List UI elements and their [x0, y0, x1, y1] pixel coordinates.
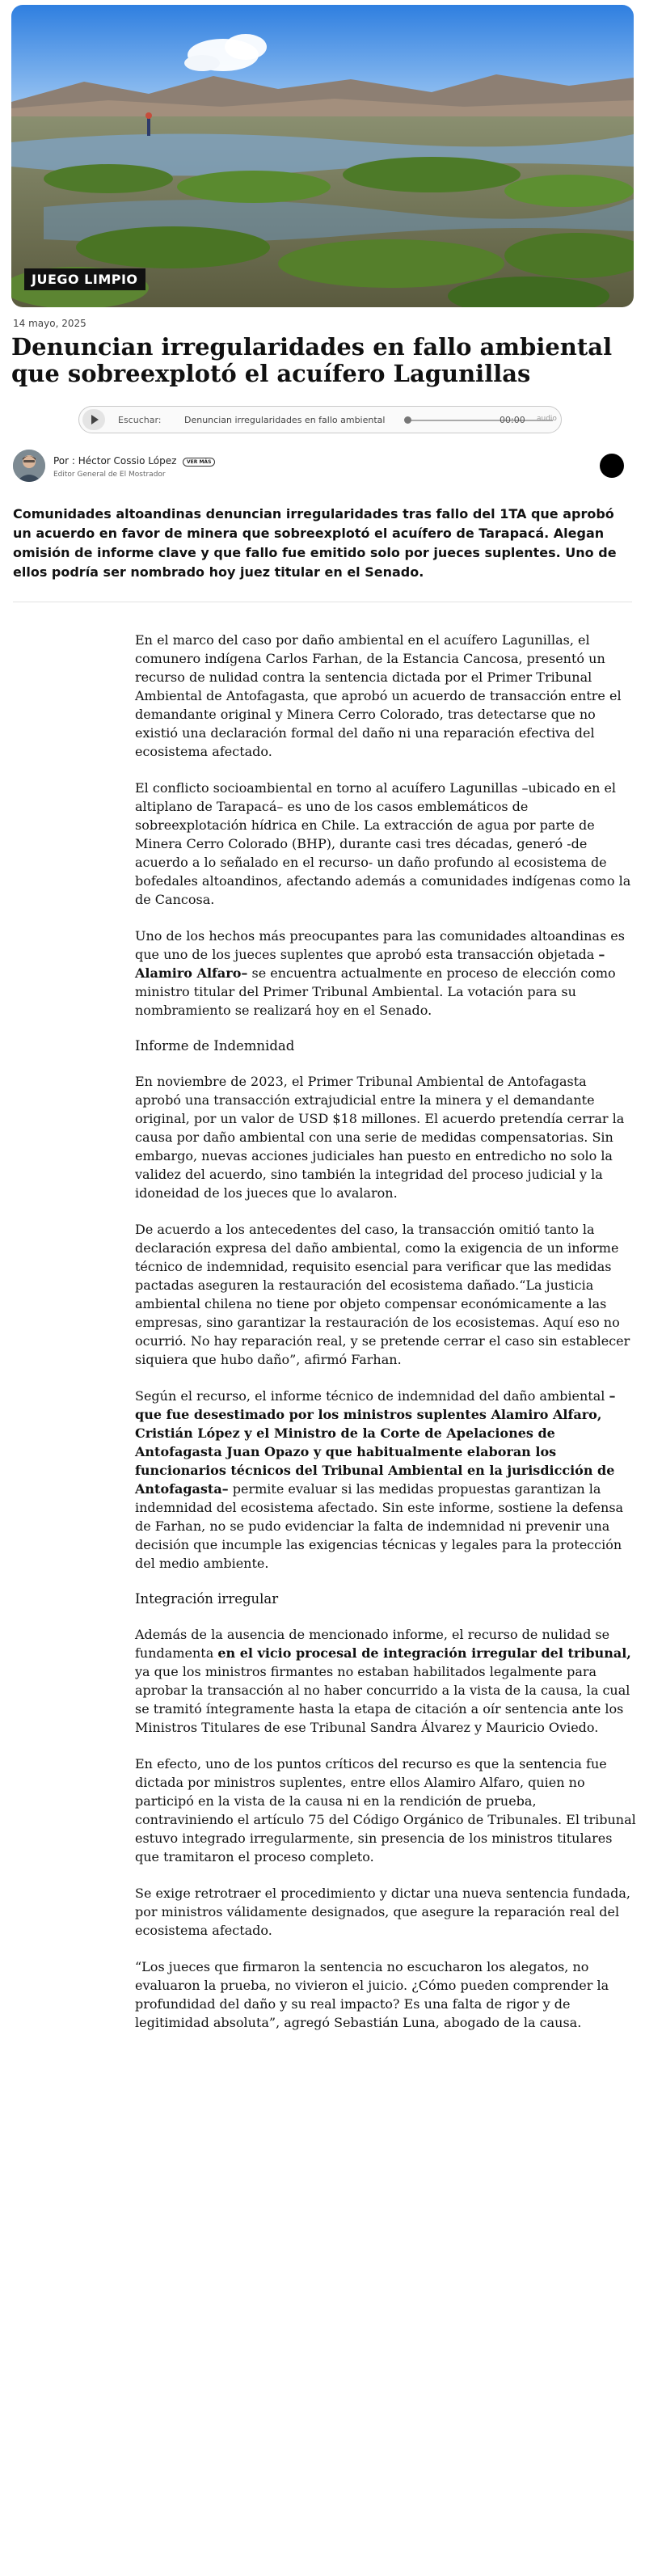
p7-bold: en el vicio procesal de integración irregular del tribunal,	[217, 1645, 631, 1661]
paragraph-7	[135, 1625, 636, 1737]
publish-date: 14 mayo, 2025	[13, 318, 86, 329]
subheading-integracion: Integración irregular	[135, 1591, 279, 1607]
p6-bold: –que fue desestimado por los ministros suplentes Alamiro Alfaro, Cristián López y el Ministro de la Corte de Apelaciones de Antofagasta Juan Opazo y que habitualmente elaboran los funcionarios técnicos del Tribunal Ambiental en la jurisdicción de Antofagasta–	[135, 1388, 616, 1497]
p6-text-c: permite evaluar si las medidas propuestas garantizan la indemnidad del ecosistema afectado. Sin este informe, sostiene la defensa de Farhan, no se pudo evidenciar la falta de indemnidad ni prevenir una decisión que incumple las exigencias técnicas y legales para la protección del medio ambiente.	[135, 1481, 624, 1571]
author-more-button[interactable]: VER MÁS	[183, 458, 215, 467]
audio-time: 00:00	[500, 415, 525, 425]
audio-progress-handle[interactable]	[404, 416, 411, 424]
p3-text-a: Uno de los hechos más preocupantes para las comunidades altoandinas es que uno de los jueces suplentes que aprobó esta transacción objetada	[135, 928, 625, 962]
article-headline: Denuncian irregularidades en fallo ambiental que sobreexplotó el acuífero Lagunillas	[11, 333, 613, 387]
paragraph-10: “Los jueces que firmaron la sentencia no escucharon los alegatos, no evaluaron la prueba, no vivieron el juicio. ¿Cómo pueden comprender la profundidad del daño y su real impacto? Es una falta de rigor y de legitimidad absoluta”, agregó Sebastián Luna, abogado de la causa.	[135, 1959, 609, 2030]
p7-text-c: ya que los ministros firmantes no estaban habilitados legalmente para aprobar la transacción al no haber concurrido a la vista de la causa, la cual se tramitó íntegramente hasta la etapa de citación a oír sentencia ante los Ministros Titulares de ese Tribunal Sandra Álvarez y Mauricio Oviedo.	[135, 1664, 630, 1735]
paragraph-4: En noviembre de 2023, el Primer Tribunal Ambiental de Antofagasta aprobó una transacción extrajudicial entre la minera y el demandante original, por un valor de USD $18 millones. El acuerdo pretendía cerrar la causa por daño ambiental con una serie de medidas compensatorias. Sin embargo, nuevas acciones judiciales han puesto en entredicho no solo la validez del acuerdo, sino también la integridad del proceso judicial y la idoneidad de los jueces que lo avalaron.	[135, 1074, 625, 1201]
paragraph-5: De acuerdo a los antecedentes del caso, la transacción omitió tanto la declaración expresa del daño ambiental, como la exigencia de un informe técnico de indemnidad, requisito esencial para verificar que las medidas pactadas aseguren la restauración del ecosistema dañado.“La justicia ambiental chilena no tiene por objeto compensar económicamente a las empresas, sino garantizar la restauración de los ecosistemas. Aquí eso no ocurrió. No hay reparación real, y se pretende cerrar el caso sin establecer siquiera que hubo daño”, afirmó Farhan.	[135, 1222, 630, 1367]
paragraph-6	[135, 1387, 636, 1573]
audio-volume-label[interactable]: audio	[537, 415, 557, 423]
article-lead: Comunidades altoandinas denuncian irregularidades tras fallo del 1TA que aprobó un acuerdo en favor de minera que sobreexplotó el acuífero de Tarapacá. Alegan omisión de informe clave y que fallo fue emitido solo por jueces suplentes. Uno de ellos podría ser nombrado hoy juez titular en el Senado.	[13, 506, 617, 580]
author-avatar[interactable]	[13, 450, 45, 482]
audio-player	[78, 406, 562, 433]
listen-label: Escuchar:	[118, 415, 162, 425]
play-icon[interactable]	[82, 409, 105, 430]
paragraph-3	[135, 927, 636, 1020]
hero-image	[11, 5, 634, 307]
author-role: Editor General de El Mostrador	[53, 471, 166, 479]
p3-bold-name: –Alamiro Alfaro–	[135, 947, 605, 981]
options-menu-button[interactable]	[600, 454, 624, 478]
audio-track-title: Denuncian irregularidades en fallo ambiental	[184, 415, 386, 425]
paragraph-2: El conflicto socioambiental en torno al acuífero Lagunillas –ubicado en el altiplano de Tarapacá– es uno de los casos emblemáticos de sobreexplotación hídrica en Chile. La extracción de agua por parte de Minera Cerro Colorado (BHP), durante casi tres décadas, generó -de acuerdo a lo señalado en el recurso- un daño profundo al ecosistema de bofedales altoandinos, afectando además a comunidades indígenas como la de Cancosa.	[135, 780, 631, 907]
paragraph-9: Se exige retrotraer el procedimiento y dictar una nueva sentencia fundada, por ministros válidamente designados, que asegure la reparación real del ecosistema afectado.	[135, 1886, 630, 1938]
audio-progress-bar[interactable]	[407, 420, 553, 421]
hero-photo-illustration	[11, 5, 634, 307]
paragraph-8: En efecto, uno de los puntos críticos del recurso es que la sentencia fue dictada por ministros suplentes, entre ellos Alamiro Alfaro, quien no participó en la vista de la causa ni en la rendición de prueba, contraviniendo el artículo 75 del Código Orgánico de Tribunales. El tribunal estuvo integrado irregularmente, sin presencia de los ministros titulares que tramitaron el proceso completo.	[135, 1756, 636, 1864]
p3-text-c: se encuentra actualmente en proceso de elección como ministro titular del Primer Tribunal Ambiental. La votación para su nombramiento se realizará hoy en el Senado.	[135, 965, 616, 1018]
article-body	[135, 631, 636, 2050]
p7-text-a: Además de la ausencia de mencionado informe, el recurso de nulidad se fundamenta	[135, 1627, 610, 1661]
paragraph-1: En el marco del caso por daño ambiental en el acuífero Lagunillas, el comunero indígena Carlos Farhan, de la Estancia Cancosa, presentó un recurso de nulidad contra la sentencia dictada por el Primer Tribunal Ambiental de Antofagasta, que aprobó un acuerdo de transacción entre el demandante original y Minera Cerro Colorado, tras detectarse que no existió una declaración formal del daño ni una reparación efectiva del ecosistema afectado.	[135, 632, 622, 759]
subheading-informe: Informe de Indemnidad	[135, 1038, 295, 1054]
p6-text-a: Según el recurso, el informe técnico de indemnidad del daño ambiental	[135, 1388, 609, 1404]
author-name[interactable]: Por : Héctor Cossio López	[53, 455, 177, 467]
avatar-portrait-icon	[13, 450, 45, 482]
section-tag[interactable]: JUEGO LIMPIO	[24, 268, 145, 290]
